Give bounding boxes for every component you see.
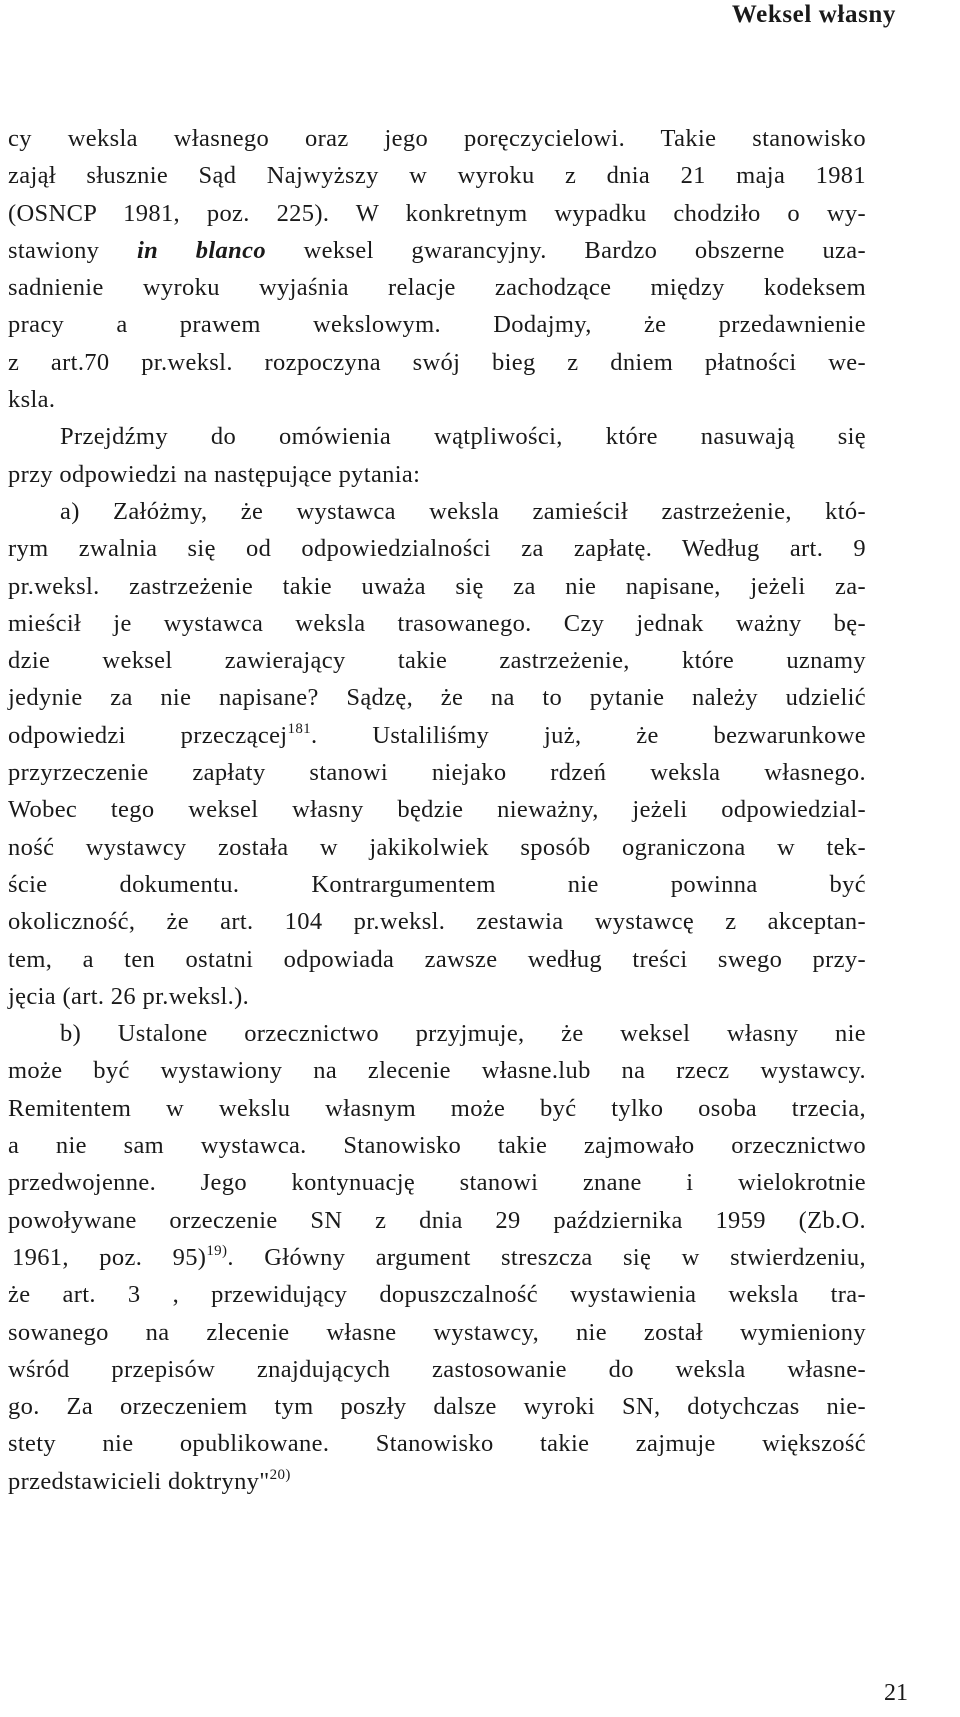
text-line: pracy a prawem wekslowym. Dodajmy, że przedawnienie xyxy=(8,311,866,339)
text-line: Przejdźmy do omówienia wątpliwości, które nasuwają się xyxy=(60,423,866,451)
text-span: . Główny argument streszcza się w stwierdzeniu, xyxy=(227,1243,867,1271)
text-line: przedwojenne. Jego kontynuację stanowi znane i wielokrotnie xyxy=(8,1169,866,1197)
text-line: sadnienie wyroku wyjaśnia relacje zachodzące między kodeksem xyxy=(8,274,866,302)
body-text xyxy=(8,120,866,1500)
text-line: a) Załóżmy, że wystawca weksla zamieścił zastrzeżenie, któ- xyxy=(60,497,866,525)
text-line xyxy=(8,1463,866,1500)
text-line: a nie sam wystawca. Stanowisko takie zajmowało orzecznictwo xyxy=(8,1132,866,1160)
text-line: z art.70 pr.weksl. rozpoczyna swój bieg z dniem płatności we- xyxy=(8,348,866,376)
text-line: Remitentem w wekslu własnym może być tylko osoba trzecia, xyxy=(8,1094,866,1122)
text-span: 1961, poz. 95) xyxy=(12,1243,207,1271)
text-span: odpowiedzi przeczącej xyxy=(8,721,288,749)
footnote-ref: 181 xyxy=(287,720,312,737)
text-line: rym zwalnia się od odpowiedzialności za zapłatę. Według art. 9 xyxy=(8,535,866,563)
text-line: jedynie za nie napisane? Sądzę, że na to pytanie należy udzielić xyxy=(8,684,866,712)
text-line: mieścił je wystawca weksla trasowanego. Czy jednak ważny bę- xyxy=(8,609,866,637)
text-line: stety nie opublikowane. Stanowisko takie zajmuje większość xyxy=(8,1430,866,1458)
text-line: sowanego na zlecenie własne wystawcy, nie został wymieniony xyxy=(8,1318,866,1346)
text-line: przyrzeczenie zapłaty stanowi niejako rdzeń weksla własnego. xyxy=(8,759,866,787)
text-line: go. Za orzeczeniem tym poszły dalsze wyroki SN, dotychczas nie- xyxy=(8,1393,866,1421)
text-span: . Ustaliliśmy już, że bezwarunkowe xyxy=(311,721,866,749)
text-span: przedstawicieli doktryny" xyxy=(8,1467,270,1495)
text-line xyxy=(8,1239,866,1276)
text-line: Wobec tego weksel własny będzie nieważny, jeżeli odpowiedzial- xyxy=(8,796,866,824)
text-line: wśród przepisów znajdujących zastosowanie do weksla własne- xyxy=(8,1355,866,1383)
text-line: że art. 3 , przewidujący dopuszczalność wystawienia weksla tra- xyxy=(8,1281,866,1309)
text-line: może być wystawiony na zlecenie własne.lub na rzecz wystawcy. xyxy=(8,1057,866,1085)
text-line: tem, a ten ostatni odpowiada zawsze według treści swego przy- xyxy=(8,945,866,973)
text-line: jęcia (art. 26 pr.weksl.). xyxy=(8,982,250,1010)
text-span: weksel gwarancyjny. Bardzo obszerne uza- xyxy=(265,236,867,264)
text-line: przy odpowiedzi na następujące pytania: xyxy=(8,460,421,488)
text-line xyxy=(8,717,866,754)
text-line: cy weksla własnego oraz jego poręczycielowi. Takie stanowisko xyxy=(8,125,866,152)
text-span: stawiony xyxy=(8,236,137,264)
text-line: zajął słusznie Sąd Najwyższy w wyroku z dnia 21 maja 1981 xyxy=(8,162,866,190)
text-line: ksla. xyxy=(8,386,56,414)
page-number: 21 xyxy=(884,1680,908,1706)
footnote-ref: 19) xyxy=(206,1242,228,1259)
text-line: (OSNCP 1981, poz. 225). W konkretnym wypadku chodziło o wy- xyxy=(8,199,866,227)
text-line: b) Ustalone orzecznictwo przyjmuje, że weksel własny nie xyxy=(60,1020,866,1048)
text-line: powoływane orzeczenie SN z dnia 29 października 1959 (Zb.O. xyxy=(8,1206,866,1234)
footnote-ref: 20) xyxy=(269,1466,291,1483)
running-head: Weksel własny xyxy=(731,1,896,28)
text-line: okoliczność, że art. 104 pr.weksl. zestawia wystawcę z akceptan- xyxy=(8,908,866,936)
text-line: dzie weksel zawierający takie zastrzeżenie, które uznamy xyxy=(8,647,866,675)
text-line: ście dokumentu. Kontrargumentem nie powinna być xyxy=(8,870,866,898)
text-line: ność wystawcy została w jakikolwiek sposób ograniczona w tek- xyxy=(8,833,866,861)
emphasis-in-blanco: in blanco xyxy=(136,236,266,264)
text-line xyxy=(8,232,866,269)
text-line: pr.weksl. zastrzeżenie takie uważa się za nie napisane, jeżeli za- xyxy=(8,572,866,600)
